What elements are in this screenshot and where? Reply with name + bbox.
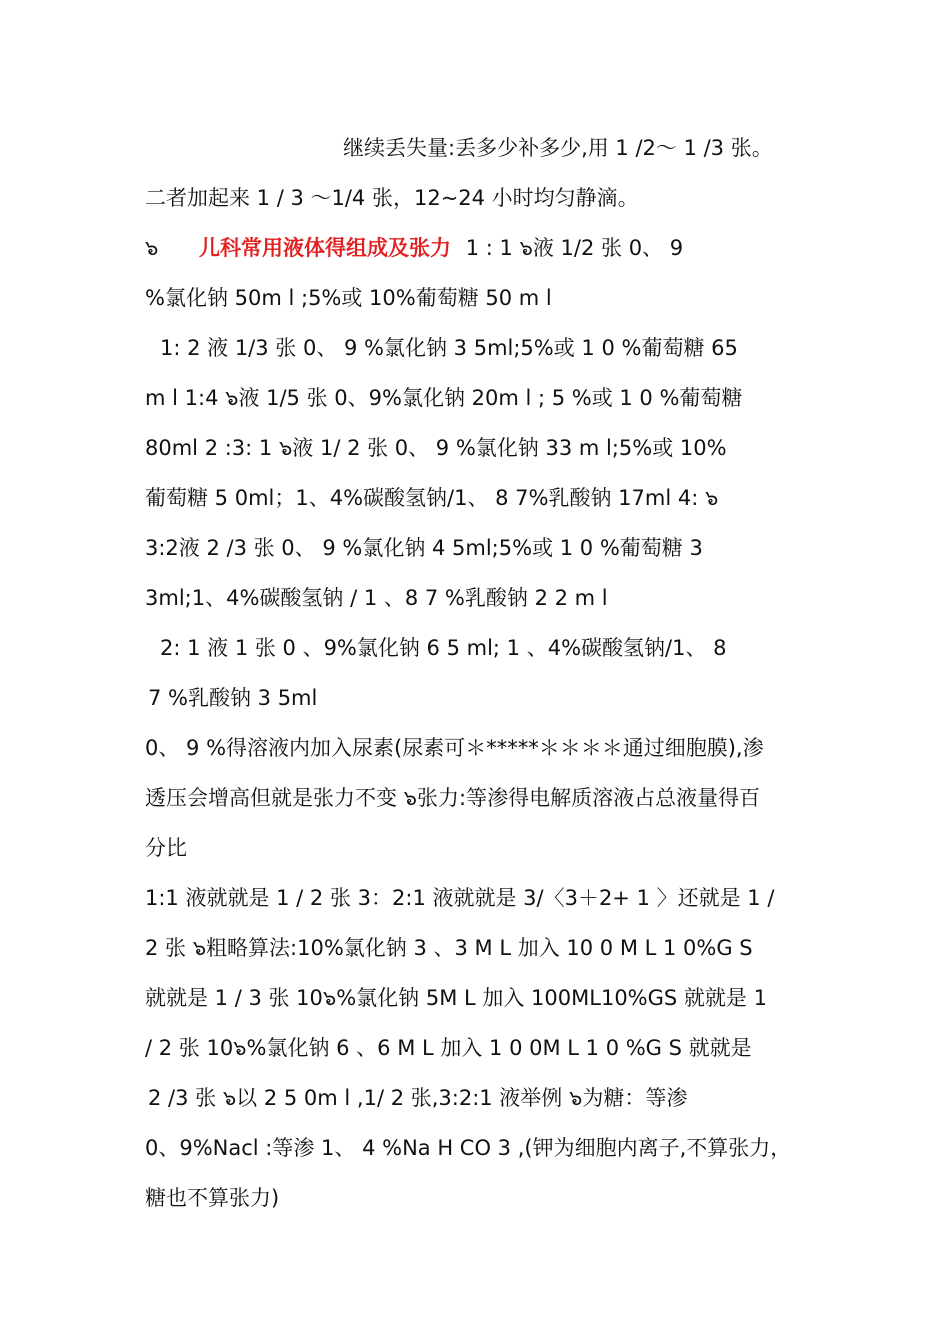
text-line-19: / 2 张 10๖%氯化钠 6 、6 M L 加入 1 0 0M L 1 0 %G S 就就是 bbox=[145, 1036, 752, 1060]
text-line-12: 7 %乳酸钠 3 5ml bbox=[148, 686, 318, 710]
text-line-14: 透压会增高但就是张力不变 ๖张力:等渗得电解质溶液占总液量得百 bbox=[145, 786, 761, 810]
section-heading: 儿科常用液体得组成及张力 bbox=[199, 236, 452, 260]
text-line-15: 分比 bbox=[145, 836, 187, 860]
text-line-10: 3ml;1、4%碳酸氢钠 / 1 、8 7 %乳酸钠 2 2 m l bbox=[145, 586, 608, 610]
text-line-17: 2 张 ๖粗略算法:10%氯化钠 3 、3 M L 加入 10 0 M L 1 0%G S bbox=[145, 936, 753, 960]
bullet-marker: ๖ bbox=[145, 236, 159, 260]
text-line-2: 二者加起来 1 / 3 ～1/4 张，12~24 小时均匀静滴。 bbox=[145, 186, 639, 210]
text-line-7: 80ml 2 :3: 1 ๖液 1/ 2 张 0、 9 %氯化钠 33 m l;5%或 10% bbox=[145, 436, 727, 460]
text-line-16: 1:1 液就就是 1 / 2 张 3：2:1 液就就是 3/〈3＋2+ 1 〉还就是 1 / bbox=[145, 886, 775, 910]
text-line-8: 葡萄糖 5 0ml；1、4%碳酸氢钠/1、 8 7%乳酸钠 17ml 4: ๖ bbox=[145, 486, 719, 510]
heading-line bbox=[145, 233, 825, 263]
text-line-22: 糖也不算张力) bbox=[145, 1186, 280, 1210]
text-line-20: 2 /3 张 ๖以 2 5 0m l ,1/ 2 张,3:2:1 液举例 ๖为糖：等渗 bbox=[148, 1086, 688, 1110]
text-line-9: 3:2液 2 /3 张 0、 9 %氯化钠 4 5ml;5%或 1 0 %葡萄糖 3 bbox=[145, 536, 703, 560]
text-line-1: 继续丢失量:丢多少补多少,用 1 /2～ 1 /3 张。 bbox=[343, 136, 773, 160]
heading-line-rest: 1 : 1 ๖液 1/2 张 0、 9 bbox=[465, 236, 684, 260]
text-line-21: 0、9%Nacl :等渗 1、 4 %Na H CO 3 ,(钾为细胞内离子,不算张力， bbox=[145, 1136, 792, 1160]
text-line-6: m l 1:4 ๖液 1/5 张 0、9%氯化钠 20m l ; 5 %或 1 0 %葡萄糖 bbox=[145, 386, 743, 410]
text-line-5: 1: 2 液 1/3 张 0、 9 %氯化钠 3 5ml;5%或 1 0 %葡萄糖 65 bbox=[160, 336, 738, 360]
text-line-11: 2: 1 液 1 张 0 、9%氯化钠 6 5 ml; 1 、4%碳酸氢钠/1、 8 bbox=[160, 636, 727, 660]
text-line-18: 就就是 1 / 3 张 10๖%氯化钠 5M L 加入 100ML10%GS 就就是 1 bbox=[145, 986, 767, 1010]
text-line-13: 0、 9 %得溶液内加入尿素(尿素可＊*****＊＊＊＊通过细胞膜),渗 bbox=[145, 736, 764, 760]
text-line-4: %氯化钠 50m l ;5%或 10%葡萄糖 50 m l bbox=[145, 286, 552, 310]
